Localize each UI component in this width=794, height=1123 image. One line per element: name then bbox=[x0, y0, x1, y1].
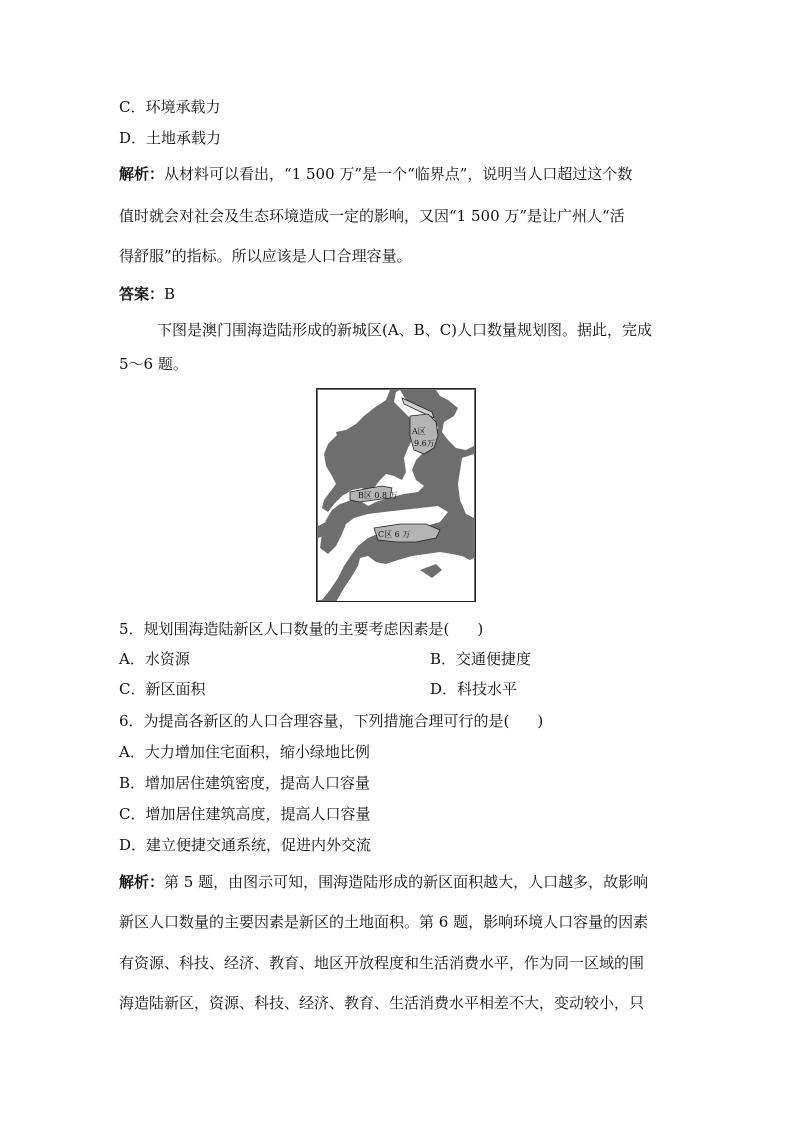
q5-option-b: B．交通便捷度 bbox=[430, 650, 532, 668]
analysis-text: 从材料可以看出，“1 500 万”是一个“临界点”，说明当人口超过这个数 bbox=[164, 165, 633, 183]
analysis-line-1 bbox=[119, 164, 632, 184]
answer-value: B bbox=[164, 285, 176, 303]
q6-option-c: C．增加居住建筑高度，提高人口容量 bbox=[119, 805, 371, 823]
q5-option-a: A．水资源 bbox=[119, 650, 190, 668]
option-d: D．土地承载力 bbox=[119, 129, 222, 147]
zone-b-label: B区 0.8 万 bbox=[358, 491, 398, 500]
analysis-line-2: 值时就会对社会及生态环境造成一定的影响，又因“1 500 万”是让广州人“活 bbox=[119, 207, 625, 225]
zone-a-value: 9.6万 bbox=[414, 439, 435, 448]
q6-option-a: A．大力增加住宅面积，缩小绿地比例 bbox=[119, 743, 370, 761]
q5-option-d: D．科技水平 bbox=[430, 680, 518, 698]
q5-stem bbox=[119, 619, 483, 639]
option-c: C．环境承载力 bbox=[119, 98, 221, 116]
q6-stem-text: 6．为提高各新区的人口合理容量，下列措施合理可行的是( bbox=[119, 712, 510, 730]
analysis-line-3: 得舒服”的指标。所以应该是人口合理容量。 bbox=[119, 247, 412, 265]
analysis2-text: 第 5 题，由图示可知，围海造陆形成的新区面积越大，人口越多，故影响 bbox=[164, 873, 649, 891]
analysis2-line-1 bbox=[119, 872, 648, 892]
analysis2-label: 解析： bbox=[119, 873, 165, 891]
answer-line bbox=[119, 284, 175, 304]
q5-stem-text: 5．规划围海造陆新区人口数量的主要考虑因素是( bbox=[119, 620, 450, 638]
intro-line-1: 下图是澳门围海造陆形成的新城区(A、B、C)人口数量规划图。据此，完成 bbox=[157, 321, 653, 339]
zone-c-label: C区 6 万 bbox=[378, 530, 411, 539]
analysis-label: 解析： bbox=[119, 165, 165, 183]
analysis2-line-3: 有资源、科技、经济、教育、地区开放程度和生活消费水平，作为同一区域的围 bbox=[119, 954, 645, 972]
q6-option-b: B．增加居住建筑密度，提高人口容量 bbox=[119, 774, 371, 792]
analysis2-line-4: 海造陆新区，资源、科技、经济、教育、生活消费水平相差不大，变动较小，只 bbox=[119, 994, 645, 1012]
q6-option-d: D．建立便捷交通系统，促进内外交流 bbox=[119, 836, 372, 854]
intro-line-2: 5～6 题。 bbox=[119, 355, 188, 373]
zone-a-label: A区 bbox=[412, 427, 426, 436]
q6-stem bbox=[119, 711, 543, 731]
q5-option-c: C．新区面积 bbox=[119, 680, 206, 698]
analysis2-line-2: 新区人口数量的主要因素是新区的土地面积。第 6 题，影响环境人口容量的因素 bbox=[119, 913, 649, 931]
q6-stem-close: ) bbox=[537, 712, 544, 730]
answer-label: 答案： bbox=[119, 285, 165, 303]
q5-stem-close: ) bbox=[477, 620, 484, 638]
macau-reclamation-map bbox=[316, 388, 476, 602]
